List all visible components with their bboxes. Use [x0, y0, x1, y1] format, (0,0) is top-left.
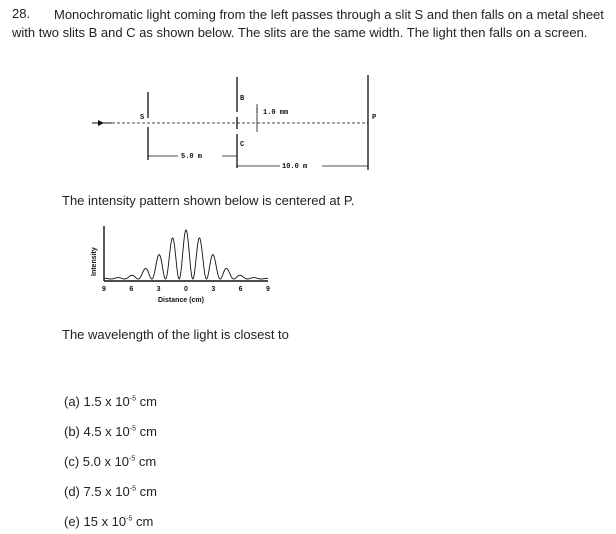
x-tick-label: 9 — [102, 286, 106, 293]
option-unit: cm — [135, 454, 157, 469]
option-unit: cm — [136, 484, 157, 499]
option-exponent: -5 — [129, 455, 136, 463]
answer-option[interactable] — [64, 394, 157, 409]
y-axis-label: Intensity — [91, 247, 98, 276]
answer-option[interactable] — [64, 484, 157, 499]
pattern-intro: The intensity pattern shown below is centered at P. — [62, 193, 355, 208]
slit-b-label: B — [240, 95, 245, 103]
option-exponent: -5 — [126, 515, 133, 523]
option-unit: cm — [132, 514, 154, 529]
intensity-curve — [104, 230, 268, 279]
option-exponent: -5 — [129, 395, 136, 403]
x-tick-label: 0 — [184, 286, 188, 293]
slit-separation-label: 1.0 mm — [263, 109, 289, 117]
question-prompt: The wavelength of the light is closest to — [62, 327, 289, 342]
distance-1-label: 5.0 m — [181, 153, 203, 161]
slit-s-label: S — [140, 114, 145, 122]
option-exponent: -5 — [129, 485, 136, 493]
option-text: (c) 5.0 x 10 — [64, 454, 130, 469]
option-unit: cm — [136, 394, 157, 409]
x-tick-label: 6 — [129, 286, 134, 293]
x-axis-label: Distance (cm) — [158, 297, 204, 304]
x-tick-label: 9 — [266, 286, 270, 293]
option-text: (d) 7.5 x 10 — [64, 484, 130, 499]
question-text: Monochromatic light coming from the left passes through a slit S and then falls on a metal sheet with two slits B and C as shown below. The slits are the same width. The light then falls on a screen. — [12, 7, 604, 40]
question-number: 28. — [12, 6, 31, 21]
option-unit: cm — [136, 424, 157, 439]
option-text: (a) 1.5 x 10 — [64, 394, 130, 409]
x-tick-label: 3 — [211, 286, 216, 293]
answer-option[interactable] — [64, 514, 153, 529]
x-tick-label: 6 — [238, 286, 243, 293]
distance-2-label: 10.0 m — [282, 163, 308, 171]
answer-option[interactable] — [64, 424, 157, 439]
option-text: (b) 4.5 x 10 — [64, 424, 130, 439]
x-tick-label: 3 — [156, 286, 161, 293]
answer-option[interactable] — [64, 454, 156, 469]
option-text: (e) 15 x 10 — [64, 514, 127, 529]
screen-point-label: P — [372, 114, 377, 122]
option-exponent: -5 — [129, 425, 136, 433]
slit-c-label: C — [240, 141, 245, 149]
